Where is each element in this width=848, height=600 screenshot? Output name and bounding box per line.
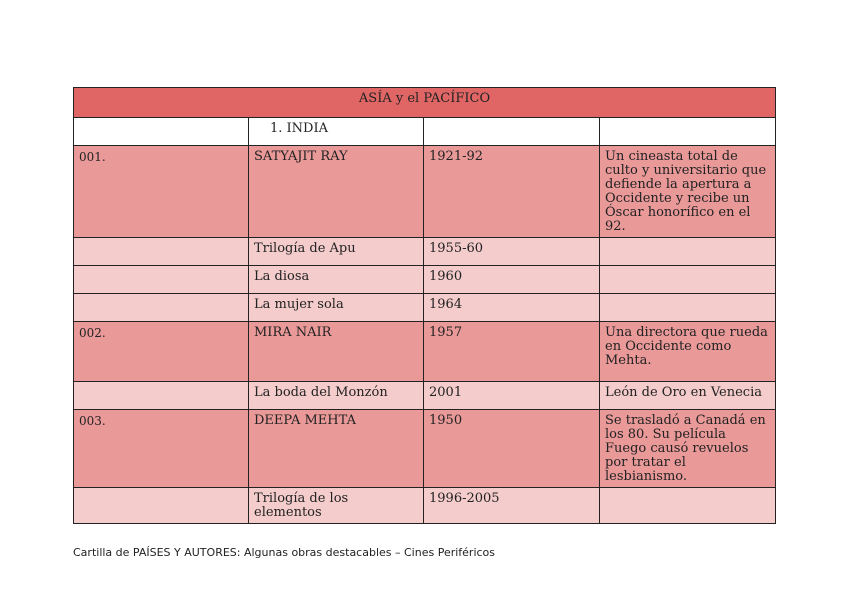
work-row xyxy=(74,294,776,322)
work-note xyxy=(600,238,776,266)
work-note xyxy=(600,488,776,524)
director-note: Se trasladó a Canadá en los 80. Su película Fuego causó revuelos por tratar el lesbianismo. xyxy=(600,410,776,488)
director-name: MIRA NAIR xyxy=(249,322,424,382)
work-row xyxy=(74,238,776,266)
work-years: 2001 xyxy=(424,382,600,410)
director-number: 001. xyxy=(74,146,249,238)
page-footer: Cartilla de PAÍSES Y AUTORES: Algunas obras destacables – Cines Periféricos xyxy=(73,546,496,559)
country-row xyxy=(74,118,776,146)
country-name: 1. INDIA xyxy=(249,118,424,146)
director-number: 003. xyxy=(74,410,249,488)
work-years: 1960 xyxy=(424,266,600,294)
director-note: Una directora que rueda en Occidente como Mehta. xyxy=(600,322,776,382)
table-header-row xyxy=(74,88,776,118)
director-name: SATYAJIT RAY xyxy=(249,146,424,238)
table-cell xyxy=(74,294,249,322)
work-years: 1964 xyxy=(424,294,600,322)
work-row xyxy=(74,382,776,410)
table-cell xyxy=(74,266,249,294)
work-years: 1996-2005 xyxy=(424,488,600,524)
director-years: 1957 xyxy=(424,322,600,382)
films-table xyxy=(73,87,776,524)
work-title: La boda del Monzón xyxy=(249,382,424,410)
table-cell xyxy=(74,118,249,146)
work-years: 1955-60 xyxy=(424,238,600,266)
table-cell xyxy=(74,238,249,266)
table-cell xyxy=(74,382,249,410)
table-cell xyxy=(600,118,776,146)
director-row xyxy=(74,410,776,488)
work-row xyxy=(74,488,776,524)
director-row xyxy=(74,322,776,382)
work-title: Trilogía de Apu xyxy=(249,238,424,266)
director-note: Un cineasta total de culto y universitario que defiende la apertura a Occidente y recibe un Óscar honorífico en el 92. xyxy=(600,146,776,238)
table-cell xyxy=(74,488,249,524)
work-title: Trilogía de los elementos xyxy=(249,488,424,524)
work-row xyxy=(74,266,776,294)
work-title: La diosa xyxy=(249,266,424,294)
director-years: 1950 xyxy=(424,410,600,488)
work-note: León de Oro en Venecia xyxy=(600,382,776,410)
director-name: DEEPA MEHTA xyxy=(249,410,424,488)
director-row xyxy=(74,146,776,238)
work-note xyxy=(600,294,776,322)
work-note xyxy=(600,266,776,294)
table-cell xyxy=(424,118,600,146)
director-years: 1921-92 xyxy=(424,146,600,238)
director-number: 002. xyxy=(74,322,249,382)
work-title: La mujer sola xyxy=(249,294,424,322)
region-title: ASÍA y el PACÍFICO xyxy=(74,88,776,118)
